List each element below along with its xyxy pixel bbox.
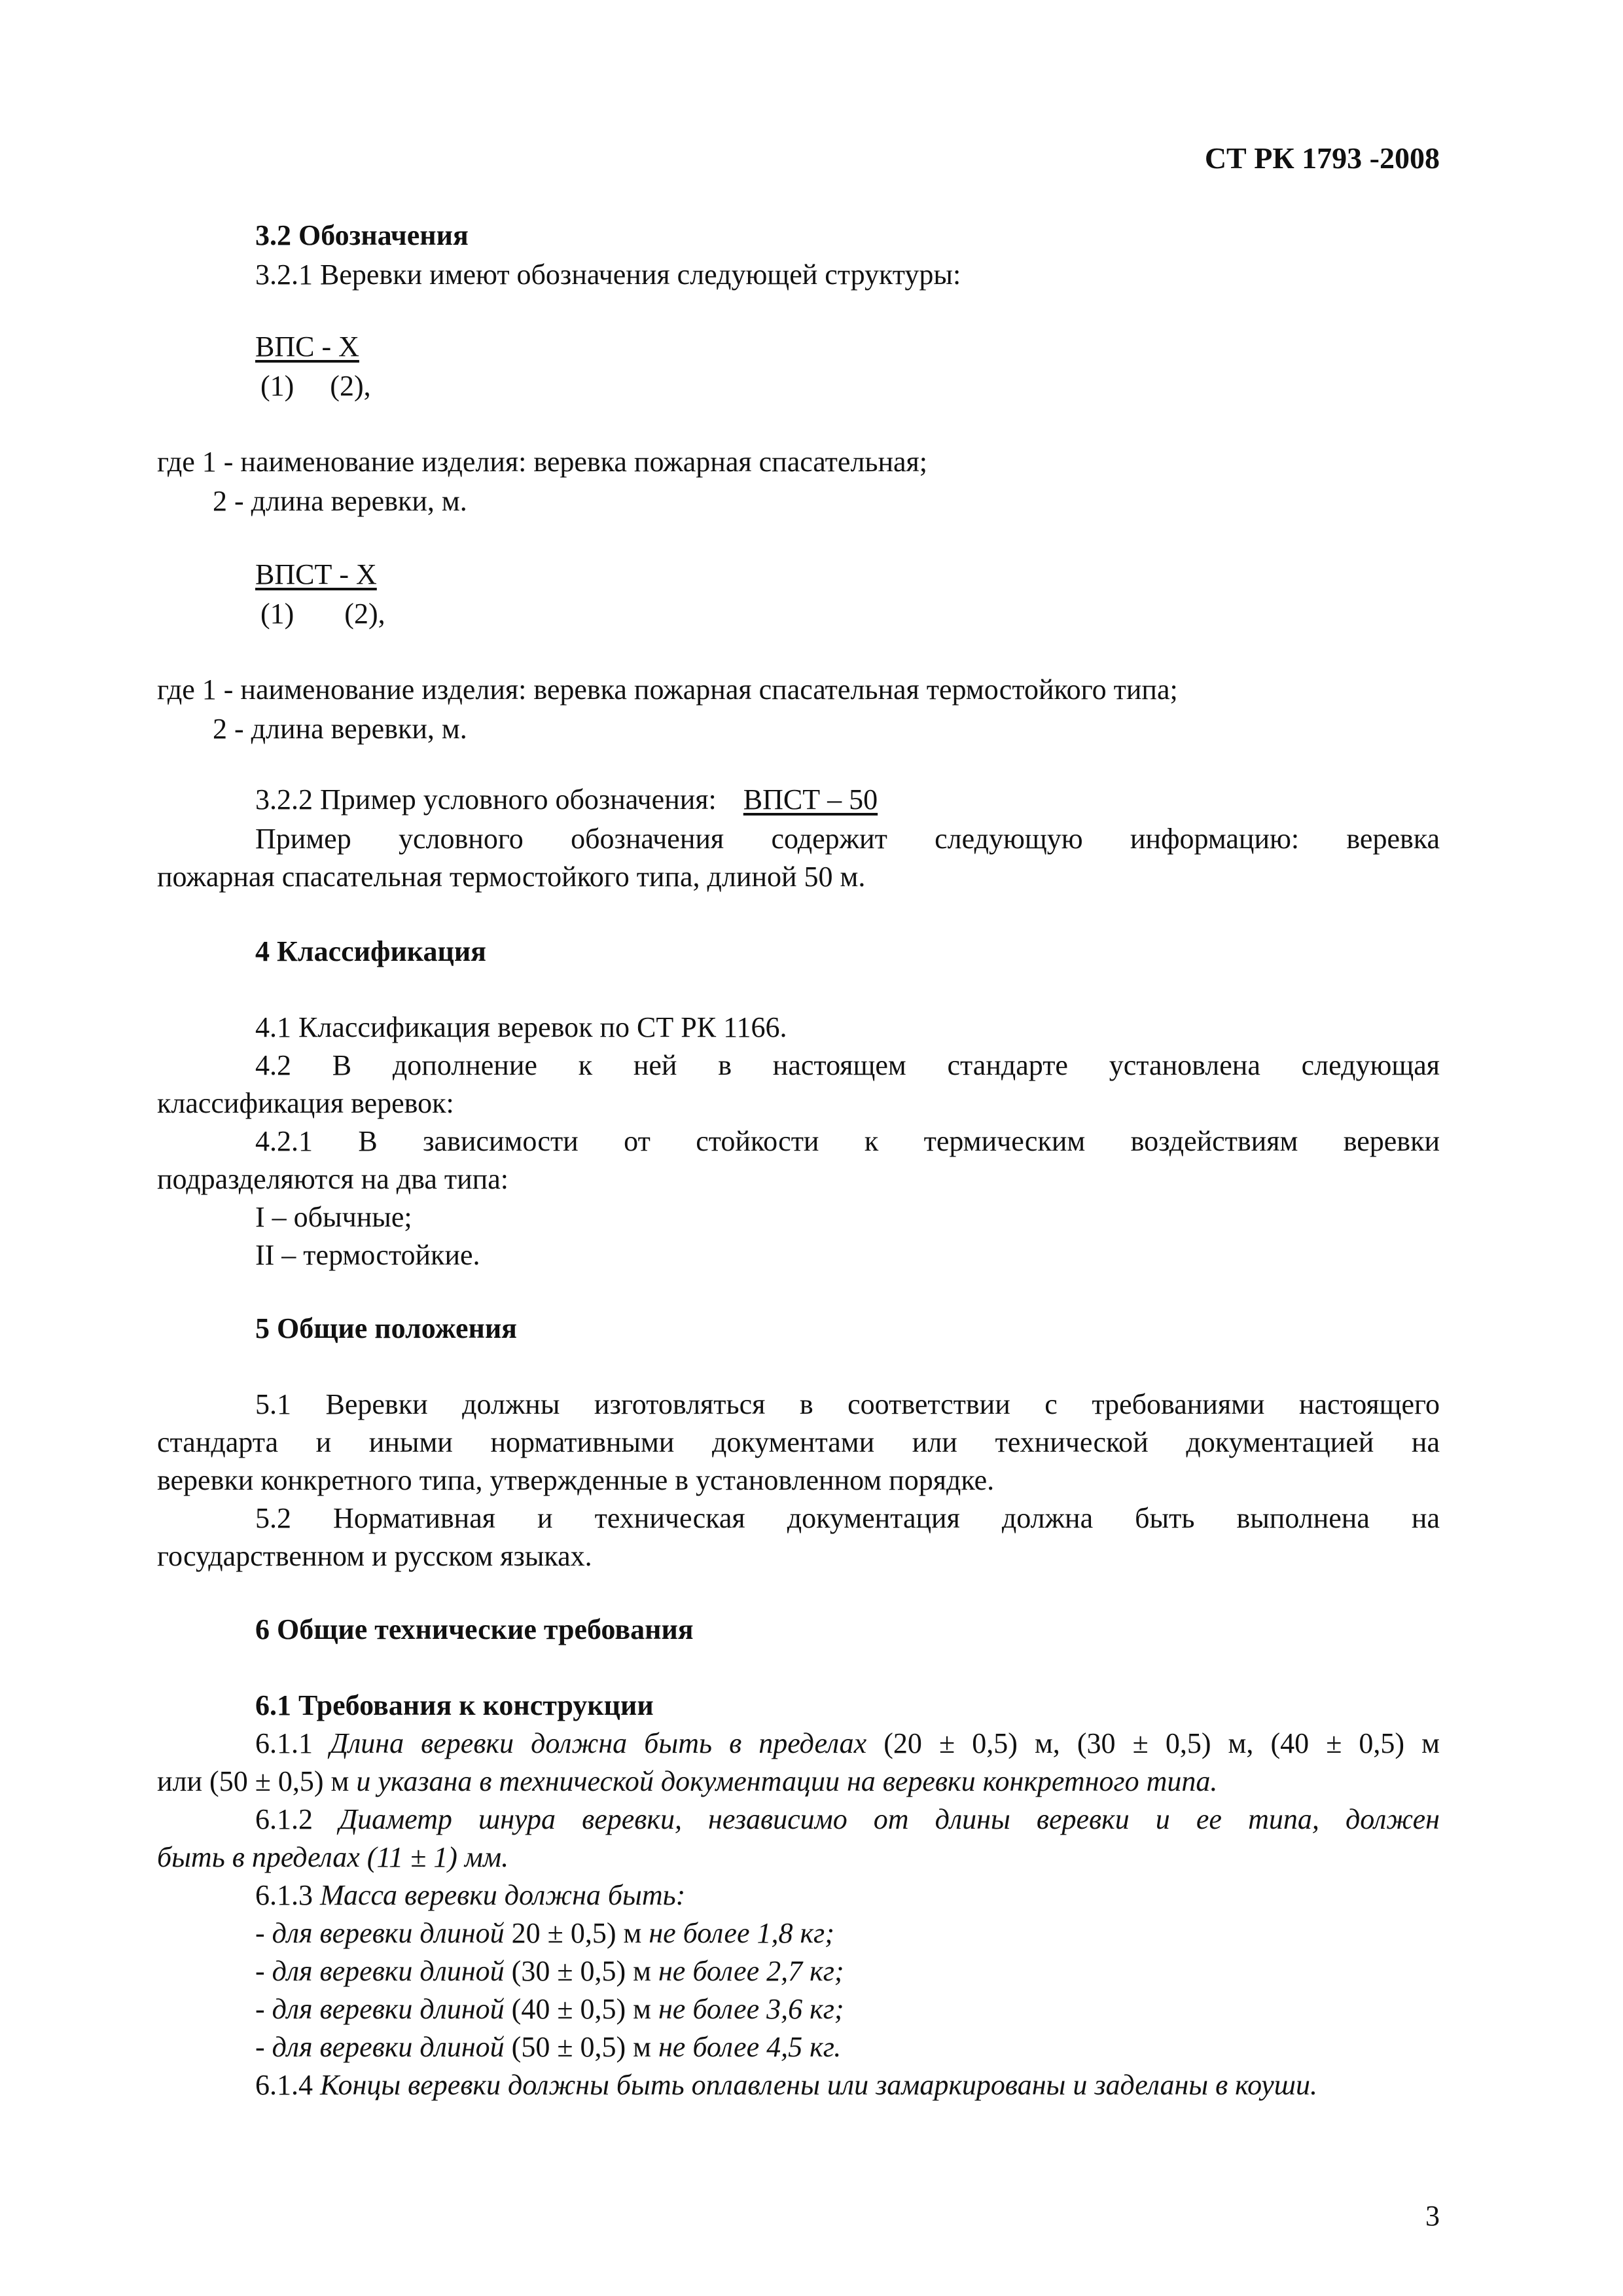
mass-item-value: (30 ± 0,5) м: [511, 1955, 651, 1987]
paragraph-6-1-2-line2: быть в пределах (11 ± 1) мм.: [157, 1841, 509, 1873]
clause-number: 6.1.4: [255, 2069, 313, 2101]
clause-number: 6.1.1: [255, 1727, 313, 1759]
paragraph-4-2-line2: классификация веревок:: [157, 1087, 454, 1119]
example-info-line1: Пример условного обозначения содержит следующую информацию: веревка: [255, 823, 1440, 855]
paragraph-6-1-1-line2: [157, 1762, 1217, 1801]
clause-text: и указана в технической документации на веревки конкретного типа.: [356, 1765, 1218, 1797]
paragraph-4-2-1-line1: 4.2.1 В зависимости от стойкости к термическим воздействиям веревки: [255, 1125, 1440, 1157]
formula2-where2: 2 - длина веревки, м.: [213, 713, 467, 745]
mass-item-value: (50 ± 0,5) м: [511, 2031, 651, 2063]
mass-item-prefix: - для веревки длиной: [255, 1993, 505, 2025]
paragraph-6-1-1-line1: [255, 1724, 1440, 1763]
formula1-where2: 2 - длина веревки, м.: [213, 485, 467, 517]
paragraph-6-1-2-line1: [255, 1800, 1440, 1839]
section-6-heading: 6 Общие технические требования: [255, 1613, 694, 1645]
section-5-heading: 5 Общие положения: [255, 1312, 517, 1344]
clause-number: 6.1.2: [255, 1803, 313, 1835]
mass-item-limit: не более 4,5 кг.: [658, 2031, 842, 2063]
paragraph-5-1-line1: 5.1 Веревки должны изготовляться в соответствии с требованиями настоящего: [255, 1388, 1440, 1420]
mass-item-value: (40 ± 0,5) м: [511, 1993, 651, 2025]
clause-text: Концы веревки должны быть оплавлены или замаркированы и заделаны в коуши.: [320, 2069, 1317, 2101]
clause-text: Диаметр шнура веревки, независимо от длины веревки и ее типа, должен: [339, 1803, 1440, 1835]
clause-values: (20 ± 0,5) м, (30 ± 0,5) м, (40 ± 0,5) м: [883, 1727, 1440, 1759]
paragraph-5-1-line2: стандарта и иными нормативными документами или технической документацией на: [157, 1426, 1440, 1458]
mass-item-prefix: - для веревки длиной: [255, 2031, 505, 2063]
section-4-heading: 4 Классификация: [255, 935, 486, 967]
clause-text: Масса веревки должна быть:: [320, 1879, 686, 1911]
mass-item-limit: не более 2,7 кг;: [658, 1955, 844, 1987]
mass-item-prefix: - для веревки длиной: [255, 1955, 505, 1987]
example-label: 3.2.2 Пример условного обозначения:: [255, 783, 717, 816]
paragraph-4-2-line1: 4.2 В дополнение к ней в настоящем стандарте установлена следующая: [255, 1049, 1440, 1081]
paragraph-4-1: 4.1 Классификация веревок по СТ РК 1166.: [255, 1011, 787, 1043]
formula2-parts: (1) (2),: [260, 598, 385, 630]
paragraph-3-2-1: 3.2.1 Веревки имеют обозначения следующей структуры:: [255, 259, 961, 291]
page-number: 3: [1425, 2200, 1440, 2232]
document-code: СТ РК 1793 -2008: [1204, 141, 1440, 175]
paragraph-5-1-line3: веревки конкретного типа, утвержденные в установленном порядке.: [157, 1464, 995, 1496]
paragraph-6-1-4: [255, 2066, 1317, 2105]
mass-item-1: [255, 1914, 834, 1953]
formula1-parts: (1) (2),: [260, 370, 371, 402]
section-3-2-heading: 3.2 Обозначения: [255, 219, 469, 251]
formula1-where1: где 1 - наименование изделия: веревка пожарная спасательная;: [157, 446, 927, 478]
mass-item-prefix: - для веревки длиной: [255, 1917, 505, 1949]
mass-item-3: [255, 1990, 844, 2029]
paragraph-6-1-3: [255, 1876, 685, 1915]
mass-item-limit: не более 1,8 кг;: [649, 1917, 834, 1949]
clause-text: Длина веревки должна быть в пределах: [330, 1727, 867, 1759]
type-2: II – термостойкие.: [255, 1239, 480, 1271]
paragraph-5-2-line1: 5.2 Нормативная и техническая документация должна быть выполнена на: [255, 1502, 1440, 1534]
paragraph-5-2-line2: государственном и русском языках.: [157, 1540, 592, 1572]
type-1: I – обычные;: [255, 1201, 412, 1233]
mass-item-4: [255, 2028, 841, 2067]
mass-item-value: 20 ± 0,5) м: [511, 1917, 642, 1949]
paragraph-4-2-1-line2: подразделяются на два типа:: [157, 1163, 508, 1195]
clause-number: 6.1.3: [255, 1879, 313, 1911]
formula1-code: ВПС - Х: [255, 331, 359, 363]
example-info-line2: пожарная спасательная термостойкого типа, длиной 50 м.: [157, 861, 866, 893]
subsection-6-1-heading: 6.1 Требования к конструкции: [255, 1689, 654, 1721]
formula2-where1: где 1 - наименование изделия: веревка пожарная спасательная термостойкого типа;: [157, 673, 1178, 706]
paragraph-3-2-2: [255, 780, 878, 819]
example-code: ВПСТ – 50: [743, 783, 878, 816]
mass-item-limit: не более 3,6 кг;: [658, 1993, 844, 2025]
formula2-code: ВПСТ - Х: [255, 558, 377, 590]
clause-values: или (50 ± 0,5) м: [157, 1765, 349, 1797]
mass-item-2: [255, 1952, 844, 1991]
